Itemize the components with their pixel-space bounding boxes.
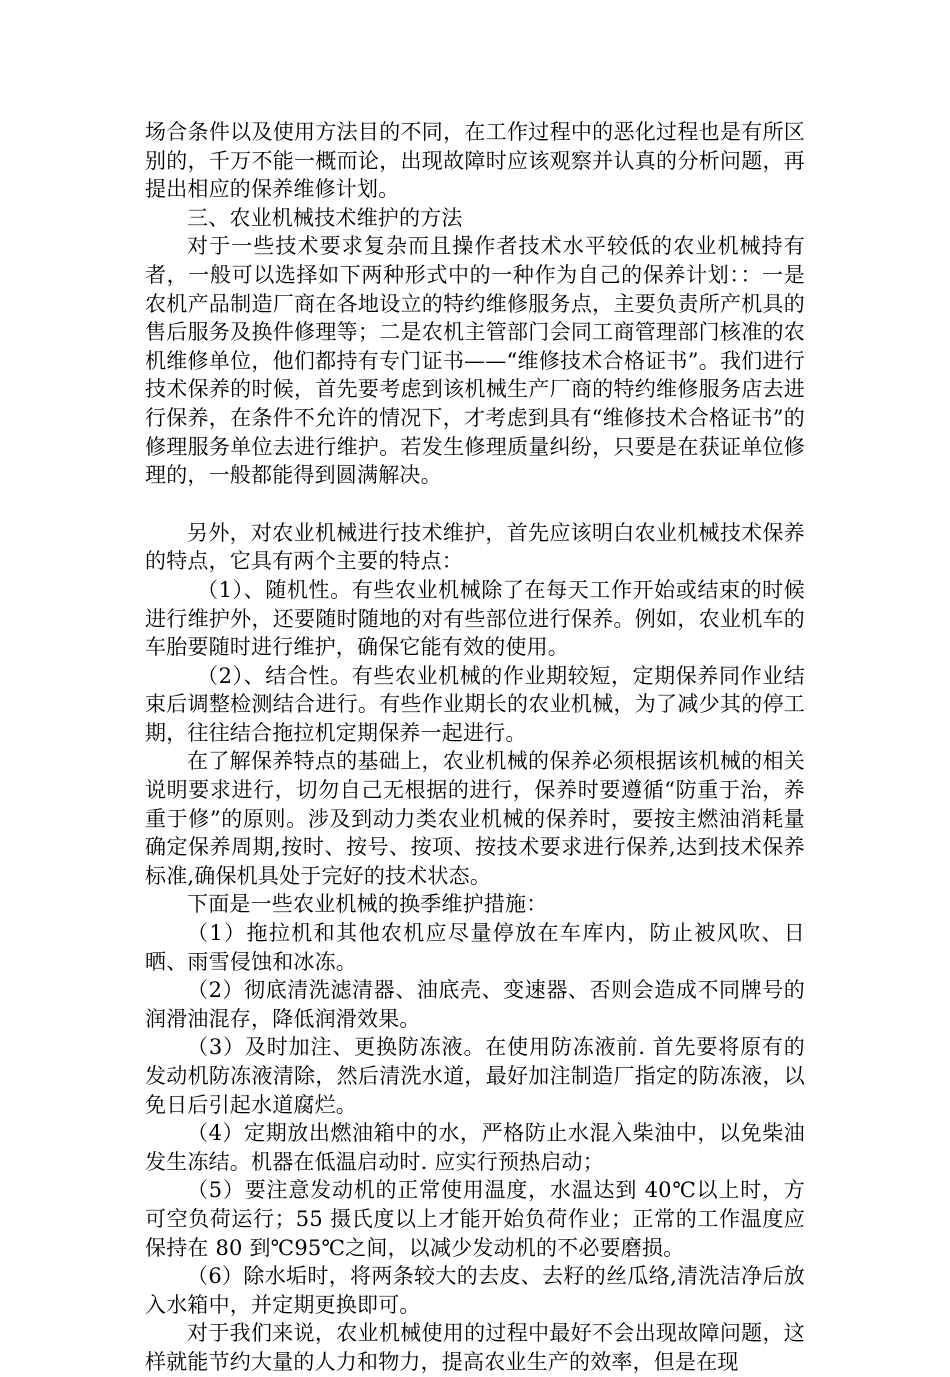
paragraph-maintenance-options: 对于一些技术要求复杂而且操作者技术水平较低的农业机械持有者，一般可以选择如下两种形式中的一种作为自己的保养计划：：一是农机产品制造厂商在各地设立的特约维修服务点，主要负责所产机具的售后服务及换件修理等；二是农机主管部门会同工商管理部门核准的农机维修单位，他们都持有专门证书——“维修技术合格证书”。我们进行技术保养的时候，首先要考虑到该机械生产厂商的特约维修服务店去进行保养，在条件不允许的情况下，才考虑到具有“维修技术合格证书”的修理服务单位去进行维护。若发生修理质量纠纷，只要是在获证单位修理的，一般都能得到圆满解决。	[145, 234, 805, 488]
paragraph-randomness: （1）、随机性。有些农业机械除了在每天工作开始或结束的时候进行维护外，还要随时随地的对有些部位进行保养。例如，农业机车的车胎要随时进行维护，确保它能有效的使用。	[145, 577, 805, 660]
list-item-2: （2）彻底清洗滤清器、油底壳、变速器、否则会造成不同牌号的润滑油混存，降低润滑效果。	[145, 978, 805, 1031]
section-heading: 三、农业机械技术维护的方法	[187, 205, 463, 230]
paragraph-closing: 对于我们来说，农业机械使用的过程中最好不会出现故障问题，这样就能节约大量的人力和物力，提高农业生产的效率，但是在现	[145, 1321, 805, 1374]
list-item-4: （4）定期放出燃油箱中的水，严格防止水混入柴油中，以免柴油发生冻结。机器在低温启动时. 应实行预热启动；	[145, 1121, 805, 1174]
list-item-6: （6）除水垢时，将两条较大的去皮、去籽的丝瓜络,清洗洁净后放入水箱中，并定期更换即可。	[145, 1264, 805, 1317]
paragraph-maintenance-principle: 在了解保养特点的基础上，农业机械的保养必须根据该机械的相关说明要求进行，切勿自己无根据的进行，保养时要遵循“防重于治，养重于修”的原则。涉及到动力类农业机械的保养时，要按主燃油消耗量确定保养周期,按时、按号、按项、按技术要求进行保养,达到技术保养标准,确保机具处于完好的技术状态。	[145, 749, 805, 888]
paragraph-seasonal-intro: 下面是一些农业机械的换季维护措施：	[187, 892, 548, 917]
list-item-1: （1）拖拉机和其他农机应尽量停放在车库内，防止被风吹、日晒、雨雪侵蚀和冰冻。	[145, 921, 805, 974]
paragraph-characteristics-intro: 另外，对农业机械进行技术维护，首先应该明白农业机械技术保养的特点，它具有两个主要的特点：	[145, 520, 805, 574]
paragraph-continuation: 场合条件以及使用方法目的不同，在工作过程中的恶化过程也是有所区别的，千万不能一概而论，出现故障时应该观察并认真的分析问题，再提出相应的保养维修计划。	[145, 120, 805, 202]
document-body	[145, 118, 805, 1377]
paragraph-combination: （2）、结合性。有些农业机械的作业期较短，定期保养同作业结束后调整检测结合进行。有些作业期长的农业机械，为了减少其的停工期，往往结合拖拉机定期保养一起进行。	[145, 663, 805, 745]
list-item-5: （5）要注意发动机的正常使用温度，水温达到 40℃以上时，方可空负荷运行；55 摄氏度以上才能开始负荷作业；正常的工作温度应保持在 80 到℃95℃之间，以减少发动机的不必要磨损。	[145, 1178, 805, 1260]
paragraph-gap	[145, 490, 805, 519]
list-item-3: （3）及时加注、更换防冻液。在使用防冻液前. 首先要将原有的发动机防冻液清除，然后清洗水道，最好加注制造厂指定的防冻液，以免日后引起水道腐烂。	[145, 1035, 805, 1117]
